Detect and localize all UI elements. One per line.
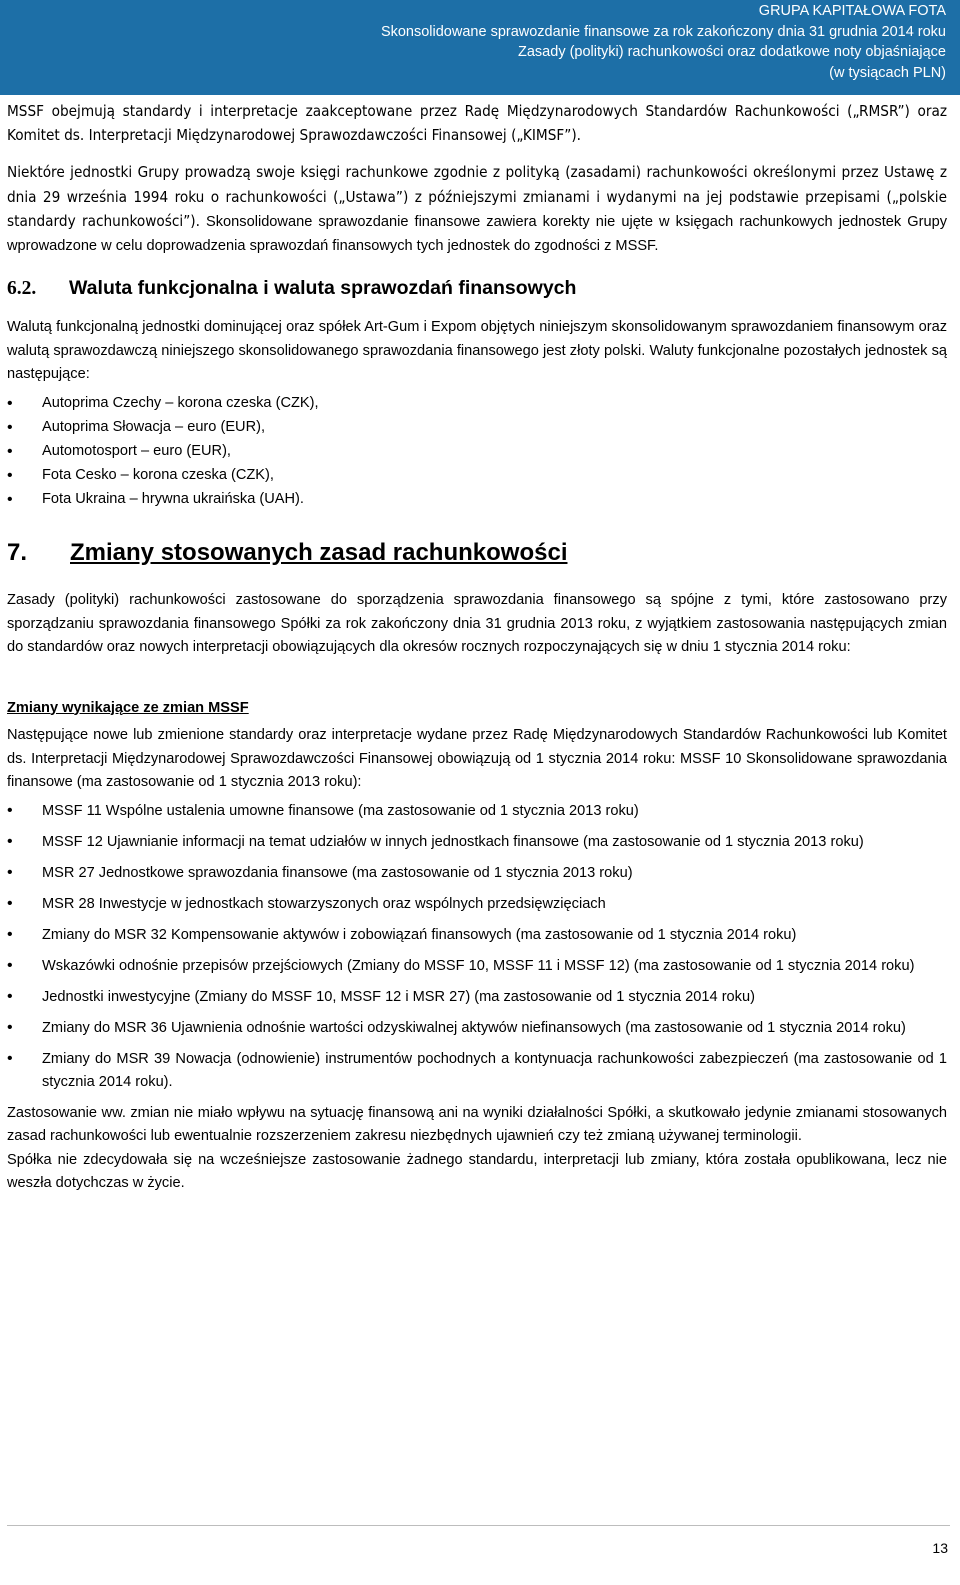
closing-paragraph-2: Spółka nie zdecydowała się na wcześniejsze zastosowanie żadnego standardu, interpretacji lub zmiany, która została opublikowana, lecz nie weszła dotychczas w życie.: [7, 1151, 947, 1192]
header-company: GRUPA KAPITAŁOWA FOTA: [758, 3, 946, 19]
list-item: • Zmiany do MSR 39 Nowacja (odnowienie) instrumentów pochodnych a kontynuacja rachunkowości zabezpieczeń (ma zastosowanie od 1 stycznia 2014 roku).: [7, 1048, 947, 1093]
list-item: • Autoprima Słowacja – euro (EUR),: [7, 416, 947, 440]
list-item: • Fota Cesko – korona czeska (CZK),: [7, 464, 947, 488]
list-item: • MSR 27 Jednostkowe sprawozdania finansowe (ma zastosowanie od 1 stycznia 2013 roku): [7, 862, 947, 885]
section-title: Waluta funkcjonalna i waluta sprawozdań finansowych: [69, 277, 577, 299]
list-item: • MSSF 12 Ujawnianie informacji na temat udziałów w innych jednostkach finansowe (ma zastosowanie od 1 stycznia 2013 roku): [7, 831, 947, 854]
section-number: 7.: [7, 539, 28, 566]
list-item: • Autoprima Czechy – korona czeska (CZK),: [7, 392, 947, 416]
header-currency-note: (w tysiącach PLN): [829, 64, 946, 81]
section-6-2-heading: [7, 275, 947, 302]
section-7-heading: [7, 537, 947, 569]
header-section-title: Zasady (polityki) rachunkowości oraz dodatkowe noty objaśniające: [518, 44, 946, 60]
list-item: • MSSF 11 Wspólne ustalenia umowne finansowe (ma zastosowanie od 1 stycznia 2013 roku): [7, 800, 947, 823]
mssf-changes-paragraph: Następujące nowe lub zmienione standardy oraz interpretacje wydane przez Radę Międzynarodowych Standardów Rachunkowości lub Komitet ds. Interpretacji Międzynarodowej Sprawozdawczości Finansowej obowiązują od 1 stycznia 2014 roku: MSSF 10 Skonsolidowane sprawozdania finansowe (ma zastosowanie od 1 stycznia 2013 roku):: [7, 727, 947, 790]
list-item: • Zmiany do MSR 32 Kompensowanie aktywów i zobowiązań finansowych (ma zastosowanie od 1 stycznia 2014 roku): [7, 924, 947, 947]
closing-paragraph-1: Zastosowanie ww. zmian nie miało wpływu na sytuację finansową ani na wyniki działalności Spółki, a skutkowało jedynie zmianami stosowanych zasad rachunkowości lub ewentualnie rozszerzeniem zakresu niezbędnych ujawnień czy też zmianą używanej terminologii.: [7, 1104, 947, 1145]
intro-paragraph-2a: Niektóre jednostki Grupy prowadzą swoje księgi rachunkowe zgodnie z polityką (zasadami) rachunkowości określonymi przez Ustawę z dnia 29 września 1994 roku o rachunkowości („Ustawa”) z późniejszymi zmianami i wydanymi na jej podstawie przepisami („polskie standardy rachunkowości”).: [7, 163, 947, 230]
header-report-title: Skonsolidowane sprawozdanie finansowe za rok zakończony dnia 31 grudnia 2014 roku: [380, 23, 946, 40]
list-item: • Jednostki inwestycyjne (Zmiany do MSSF 10, MSSF 12 i MSR 27) (ma zastosowanie od 1 stycznia 2014 roku): [7, 986, 947, 1009]
list-item: • Fota Ukraina – hrywna ukraińska (UAH).: [7, 488, 947, 512]
intro-paragraph-1: MSSF obejmują standardy i interpretacje zaakceptowane przez Radę Międzynarodowych Standardów Rachunkowości („RMSR”) oraz Komitet ds. Interpretacji Międzynarodowej Sprawozdawczości Finansowej („KIMSF”).: [7, 102, 947, 144]
section-title: Zmiany stosowanych zasad rachunkowości: [70, 539, 568, 566]
page-content: [7, 100, 947, 1196]
document-header: [0, 0, 960, 95]
footer-divider: [7, 1525, 950, 1526]
page-number: 13: [932, 1540, 948, 1556]
standards-list: [7, 800, 947, 1094]
list-item: • Zmiany do MSR 36 Ujawnienia odnośnie wartości odzyskiwalnej aktywów niefinansowych (ma zastosowanie od 1 stycznia 2014 roku): [7, 1017, 947, 1040]
subheading-mssf-changes: Zmiany wynikające ze zmian MSSF: [7, 699, 249, 716]
currency-list: [7, 392, 947, 512]
intro-paragraph-2b: Skonsolidowane sprawozdanie finansowe zawiera korekty nie ujęte w księgach rachunkowych jednostek Grupy wprowadzone w celu doprowadzenia sprawozdań finansowych tych jednostek do zgodności z MSSF.: [7, 214, 947, 254]
page-footer: [0, 1515, 960, 1585]
list-item: • Automotosport – euro (EUR),: [7, 440, 947, 464]
section-number: 6.2.: [7, 278, 37, 299]
list-item: • MSR 28 Inwestycje w jednostkach stowarzyszonych oraz wspólnych przedsięwzięciach: [7, 893, 947, 916]
section-6-2-paragraph: Walutą funkcjonalną jednostki dominującej oraz spółek Art-Gum i Expom objętych niniejszym skonsolidowanym sprawozdaniem finansowym oraz walutą sprawozdawczą niniejszego skonsolidowanego sprawozdania finansowego jest złoty polski. Waluty funkcjonalne pozostałych jednostek są następujące:: [7, 319, 947, 382]
list-item: • Wskazówki odnośnie przepisów przejściowych (Zmiany do MSSF 10, MSSF 11 i MSSF 12) (ma zastosowanie od 1 stycznia 2014 roku): [7, 955, 947, 978]
intro-paragraph-2: [7, 161, 947, 258]
section-7-paragraph: Zasady (polityki) rachunkowości zastosowane do sporządzenia sprawozdania finansowego są spójne z tymi, które zastosowano przy sporządzaniu sprawozdania finansowego Spółki za rok zakończony dnia 31 grudnia 2013 roku, z wyjątkiem zastosowania następujących zmian do standardów oraz nowych interpretacji obowiązujących dla okresów rocznych rozpoczynających się w dniu 1 stycznia 2014 roku:: [7, 592, 947, 655]
